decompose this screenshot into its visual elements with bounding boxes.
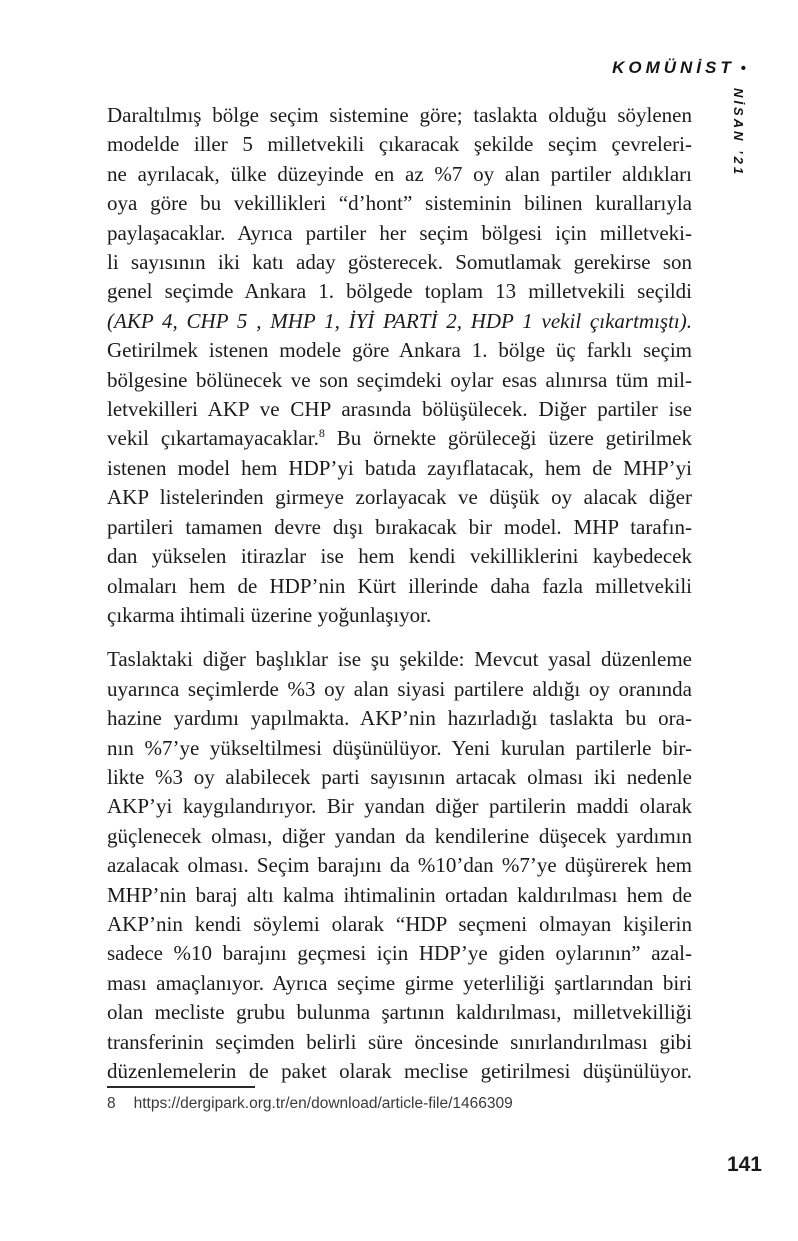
text-line: bölgesine bölünecek ve son seçimdeki oylar esas alınırsa tüm mil- xyxy=(107,367,692,392)
text-line: nın %7’ye yükseltilmesi düşünülüyor. Yeni kurulan partilerle bir- xyxy=(107,735,692,760)
text-line: MHP’nin baraj altı kalma ihtimalinin ortadan kaldırılması hem de xyxy=(107,882,692,907)
masthead-bullet-icon: • xyxy=(740,60,746,77)
text-line: hazine yardımı yapılmakta. AKP’nin hazırladığı taslakta bu ora- xyxy=(107,706,692,731)
paragraph xyxy=(107,101,692,630)
footnote-marker: 8 xyxy=(318,426,325,441)
text-line: li sayısının iki katı aday gösterecek. Somutlamak gerekirse son xyxy=(107,250,692,275)
text-line: oya göre bu vekillikleri “d’hont” sisteminin bilinen kurallarıyla xyxy=(107,191,692,216)
text-line: transferinin seçimden belirli süre öncesinde sınırlandırılması gibi xyxy=(107,1029,692,1054)
footnote-url: https://dergipark.org.tr/en/download/article-file/1466309 xyxy=(133,1095,513,1112)
text-line: genel seçimde Ankara 1. bölgede toplam 13 milletvekili seçildi xyxy=(107,279,692,304)
text-line: modelde iller 5 milletvekili çıkaracak şekilde seçim çevreleri- xyxy=(107,132,692,157)
issue-date-vertical: NİSAN ’21 xyxy=(731,88,746,178)
magazine-title: KOMÜNİST xyxy=(612,58,735,77)
text-line: partileri tamamen devre dışı bırakacak bir model. MHP tarafın- xyxy=(107,514,692,539)
text-line: Getirilmek istenen modele göre Ankara 1. bölge üç farklı seçim xyxy=(107,338,692,363)
text-line: uyarınca seçimlerde %3 oy alan siyasi partilere aldığı oy oranında xyxy=(107,676,692,701)
text-line: olmaları hem de HDP’nin Kürt illerinde daha fazla milletvekili xyxy=(107,573,692,598)
text-line: sadece %10 barajını geçmesi için HDP’ye giden oylarının” azal- xyxy=(107,941,692,966)
footnote-number: 8 xyxy=(107,1095,116,1112)
text-line: dan yükselen itirazlar ise hem kendi vekilliklerini kaybedecek xyxy=(107,544,692,569)
text-line: Taslaktaki diğer başlıklar ise şu şekilde: Mevcut yasal düzenleme xyxy=(107,647,692,672)
page-number: 141 xyxy=(726,1153,762,1176)
text-line: güçlenecek olması, diğer yandan da kendilerine düşecek yardımın xyxy=(107,823,692,848)
text-line: olan mecliste grubu bulunma şartının kaldırılması, milletvekilliği xyxy=(107,1000,692,1025)
text-line: istenen model hem HDP’yi batıda zayıflatacak, hem de MHP’yi xyxy=(107,455,692,480)
article-body xyxy=(107,101,692,1086)
text-line: çıkarma ihtimali üzerine yoğunlaşıyor. xyxy=(107,602,432,627)
text-line: AKP’yi kaygılandırıyor. Bir yandan diğer partilerin maddi olarak xyxy=(107,794,692,819)
text-line: likte %3 oy alabilecek parti sayısının artacak olması iki nedenle xyxy=(107,764,692,789)
text-line: (AKP 4, CHP 5 , MHP 1, İYİ PARTİ 2, HDP 1 vekil çıkartmıştı). xyxy=(107,308,692,333)
text-line: paylaşacaklar. Ayrıca partiler her seçim bölgesi için milletveki- xyxy=(107,220,692,245)
magazine-masthead xyxy=(612,58,746,78)
text-line: vekil çıkartamayacaklar.$^8$ Bu örnekte görüleceği üzere getirilmek xyxy=(107,426,692,451)
text-line: AKP’nin kendi söylemi olarak “HDP seçmeni olmayan kişilerin xyxy=(107,911,692,936)
text-line: letvekilleri AKP ve CHP arasında bölüşülecek. Diğer partiler ise xyxy=(107,397,692,422)
paragraph xyxy=(107,645,692,1086)
footnote-divider xyxy=(107,1086,255,1088)
text-line: Daraltılmış bölge seçim sistemine göre; taslakta olduğu söylenen xyxy=(107,103,692,127)
text-line: AKP listelerinden girmeye zorlayacak ve düşük oy alacak diğer xyxy=(107,485,692,510)
text-line: ne ayrılacak, ülke düzeyinde en az %7 oy alan partiler aldıkları xyxy=(107,161,692,186)
text-line: düzenlemelerin de paket olarak meclise getirilmesi düşünülüyor. xyxy=(107,1059,692,1083)
text-line: ması amaçlanıyor. Ayrıca seçime girme yeterliliği şartlarından biri xyxy=(107,970,692,995)
text-line: azalacak olması. Seçim barajını da %10’dan %7’ye düşürerek hem xyxy=(107,853,692,878)
footnote xyxy=(107,1095,513,1113)
